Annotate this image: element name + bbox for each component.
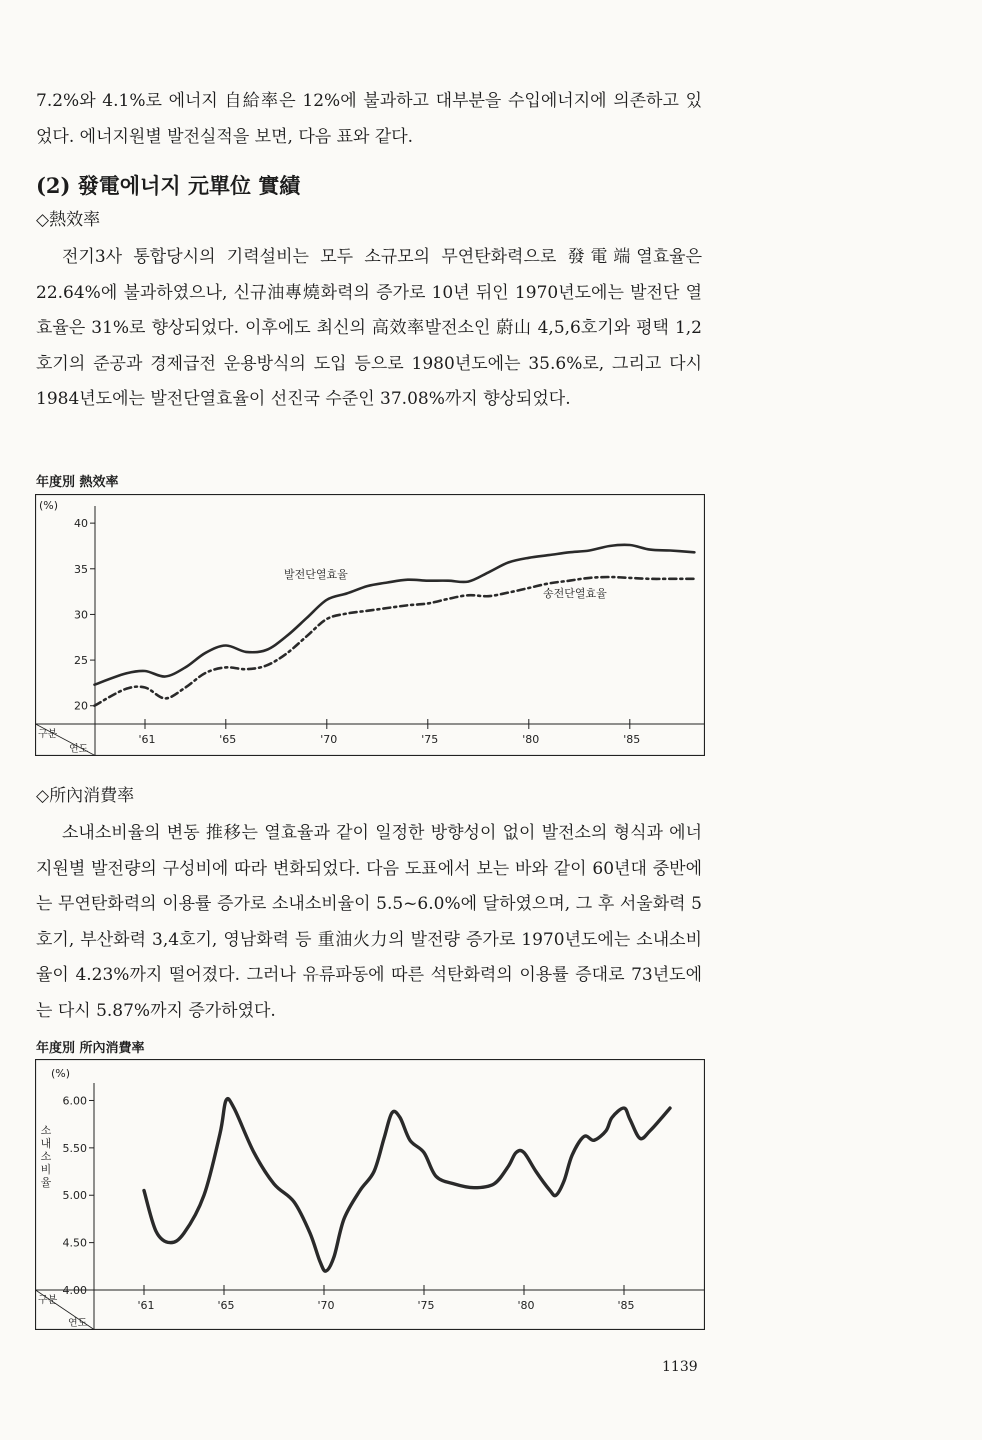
x-tick-label: '61 <box>138 733 156 746</box>
x-tick-label: '80 <box>522 733 540 746</box>
series-line-0 <box>95 545 695 685</box>
series-label-1: 송전단열효율 <box>543 587 607 600</box>
x-tick-label: '80 <box>517 1299 535 1312</box>
x-tick-label: '65 <box>219 733 237 746</box>
y-unit-label: (%) <box>51 1067 71 1080</box>
y-unit-label: (%) <box>39 499 59 512</box>
station-consumption-chart <box>35 1059 705 1330</box>
y-tick-label: 30 <box>74 608 88 622</box>
thermal-efficiency-chart <box>35 494 705 756</box>
chart2-title: 年度別 所內消費率 <box>36 1041 145 1056</box>
y-tick-label: 6.00 <box>62 1094 87 1108</box>
series-line-0 <box>144 1099 670 1272</box>
y-tick-label: 5.00 <box>62 1189 87 1203</box>
section-heading: (2) 發電에너지 元單位 實績 <box>36 173 301 198</box>
corner-label-bottom: 연도 <box>68 1318 88 1329</box>
x-tick-label: '75 <box>421 733 439 746</box>
subsection-title-thermal-efficiency: ◇熱效率 <box>36 210 101 230</box>
thermal-efficiency-paragraph: 전기3사 통합당시의 기력설비는 모두 소규모의 무연탄화력으로 發電端열효율은 22.64%에 불과하였으나, 신규油專燒화력의 증가로 10년 뒤인 1970년도에는 발전단 열효율은 31%로 향상되었다. 이후에도 최신의 高效率발전소인 蔚山 4,5,6호기와 평택 1,2호기의 준공과 경제급전 운용방식의 도입 등으로 1980년도에는 35.6%로, 그리고 다시 1984년도에는 발전단열효율이 선진국 수준인 37.08%까지 향상되었다. <box>36 247 702 409</box>
page-number: 1139 <box>662 1359 698 1375</box>
corner-label-top: 구분 <box>38 729 58 740</box>
corner-label-bottom: 연도 <box>69 744 89 755</box>
y-tick-label: 4.00 <box>62 1284 87 1297</box>
y-tick-label: 35 <box>74 562 88 576</box>
y-tick-label: 40 <box>74 517 88 531</box>
x-tick-label: '70 <box>320 733 338 746</box>
x-tick-label: '75 <box>417 1299 435 1312</box>
x-tick-label: '85 <box>617 1299 635 1312</box>
y-tick-label: 5.50 <box>62 1141 87 1155</box>
subsection-title-station-consumption: ◇所內消費率 <box>36 786 135 806</box>
series-label-0: 발전단열효율 <box>284 568 348 581</box>
y-tick-label: 4.50 <box>62 1236 87 1250</box>
chart-frame <box>36 495 705 756</box>
x-tick-label: '65 <box>217 1299 235 1312</box>
x-tick-label: '61 <box>137 1299 155 1312</box>
chart-frame <box>36 1060 705 1330</box>
intro-paragraph: 7.2%와 4.1%로 에너지 自給率은 12%에 불과하고 대부분을 수입에너지에 의존하고 있었다. 에너지원별 발전실적을 보면, 다음 표와 같다. <box>36 91 702 147</box>
corner-label-top: 구분 <box>38 1295 58 1306</box>
x-tick-label: '85 <box>623 733 641 746</box>
chart1-title: 年度別 熱效率 <box>36 475 119 490</box>
y-tick-label: 20 <box>74 699 88 713</box>
y-axis-label: 소 내 소 비 율 <box>40 1124 52 1189</box>
y-tick-label: 25 <box>74 654 88 668</box>
station-consumption-paragraph: 소내소비율의 변동 推移는 열효율과 같이 일정한 방향성이 없이 발전소의 형식과 에너지원별 발전량의 구성비에 따라 변화되었다. 다음 도표에서 보는 바와 같이 60년대 중반에는 무연탄화력의 이용률 증가로 소내소비율이 5.5~6.0%에 달하였으며, 그 후 서울화력 5호기, 부산화력 3,4호기, 영남화력 등 重油火力의 발전량 증가로 1970년도에는 소내소비율이 4.23%까지 떨어졌다. 그러나 유류파동에 따른 석탄화력의 이용률 증대로 73년도에는 다시 5.87%까지 증가하였다. <box>36 823 702 1021</box>
x-tick-label: '70 <box>317 1299 335 1312</box>
